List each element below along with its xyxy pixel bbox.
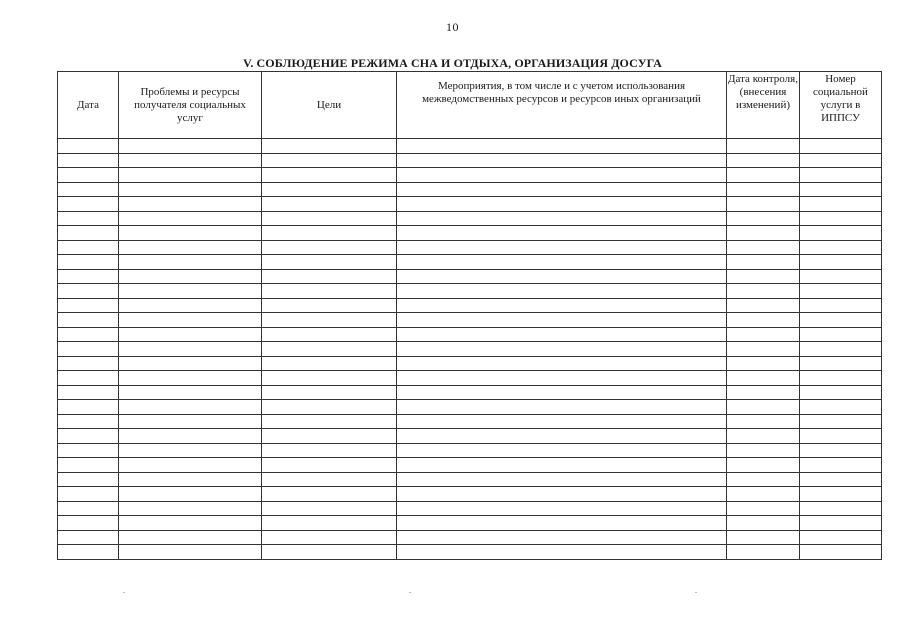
table-row — [58, 313, 882, 328]
table-cell — [58, 429, 119, 444]
table-row — [58, 284, 882, 299]
table-row — [58, 182, 882, 197]
table-cell — [58, 342, 119, 357]
table-row — [58, 327, 882, 342]
table-cell — [800, 240, 882, 255]
table-cell — [58, 284, 119, 299]
table-cell — [119, 501, 262, 516]
table-cell — [727, 327, 800, 342]
table-row — [58, 255, 882, 270]
table-cell — [800, 458, 882, 473]
table-row — [58, 385, 882, 400]
table-cell — [800, 385, 882, 400]
table-cell — [727, 226, 800, 241]
table-cell — [397, 501, 727, 516]
table-cell — [58, 153, 119, 168]
table-cell — [262, 472, 397, 487]
table-cell — [119, 385, 262, 400]
table-cell — [58, 443, 119, 458]
table-cell — [119, 182, 262, 197]
table-cell — [397, 211, 727, 226]
table-cell — [119, 487, 262, 502]
table-cell — [800, 472, 882, 487]
table-cell — [800, 371, 882, 386]
table-cell — [397, 182, 727, 197]
table-cell — [800, 400, 882, 415]
table-cell — [397, 516, 727, 531]
plan-table — [57, 71, 882, 560]
table-cell — [58, 240, 119, 255]
table-cell — [800, 211, 882, 226]
table-row — [58, 168, 882, 183]
table-cell — [727, 501, 800, 516]
table-cell — [397, 356, 727, 371]
table-row — [58, 197, 882, 212]
table-cell — [727, 458, 800, 473]
table-cell — [727, 197, 800, 212]
table-row — [58, 342, 882, 357]
table-cell — [119, 197, 262, 212]
column-header-service-number: Номер социальной услуги в ИППСУ — [800, 72, 882, 139]
table-cell — [119, 516, 262, 531]
table-cell — [119, 443, 262, 458]
table-cell — [58, 501, 119, 516]
table-cell — [58, 211, 119, 226]
table-cell — [727, 400, 800, 415]
table-cell — [397, 284, 727, 299]
table-cell — [397, 400, 727, 415]
table-cell — [800, 255, 882, 270]
table-row — [58, 443, 882, 458]
table-cell — [800, 284, 882, 299]
table-cell — [58, 356, 119, 371]
table-cell — [58, 327, 119, 342]
table-cell — [119, 429, 262, 444]
table-cell — [119, 284, 262, 299]
table-cell — [800, 356, 882, 371]
table-cell — [397, 168, 727, 183]
table-cell — [119, 545, 262, 560]
table-cell — [727, 240, 800, 255]
table-cell — [727, 385, 800, 400]
table-cell — [800, 197, 882, 212]
table-cell — [119, 139, 262, 154]
table-cell — [119, 298, 262, 313]
table-cell — [800, 327, 882, 342]
table-cell — [800, 414, 882, 429]
table-row — [58, 458, 882, 473]
table-cell — [58, 371, 119, 386]
table-cell — [727, 472, 800, 487]
table-cell — [119, 226, 262, 241]
table-row — [58, 298, 882, 313]
table-row — [58, 400, 882, 415]
table-cell — [397, 443, 727, 458]
table-cell — [727, 545, 800, 560]
table-cell — [119, 371, 262, 386]
table-cell — [262, 458, 397, 473]
table-cell — [727, 298, 800, 313]
table-cell — [800, 298, 882, 313]
table-cell — [397, 472, 727, 487]
table-cell — [262, 255, 397, 270]
table-cell — [58, 255, 119, 270]
table-cell — [58, 182, 119, 197]
table-cell — [800, 501, 882, 516]
table-cell — [800, 545, 882, 560]
table-cell — [397, 153, 727, 168]
table-row — [58, 414, 882, 429]
table-cell — [397, 385, 727, 400]
table-cell — [119, 313, 262, 328]
table-cell — [727, 211, 800, 226]
table-header-row — [58, 72, 882, 139]
table-cell — [58, 313, 119, 328]
table-cell — [727, 487, 800, 502]
table-cell — [262, 530, 397, 545]
table-cell — [262, 443, 397, 458]
table-cell — [119, 530, 262, 545]
table-cell — [262, 356, 397, 371]
table-cell — [397, 269, 727, 284]
table-cell — [262, 327, 397, 342]
table-cell — [727, 530, 800, 545]
page-number: 10 — [446, 20, 459, 34]
table-cell — [119, 342, 262, 357]
table-cell — [727, 284, 800, 299]
table-cell — [58, 458, 119, 473]
table-cell — [58, 530, 119, 545]
table-cell — [397, 414, 727, 429]
section-title: V. СОБЛЮДЕНИЕ РЕЖИМА СНА И ОТДЫХА, ОРГАНИЗАЦИЯ ДОСУГА — [243, 56, 662, 70]
table-cell — [262, 313, 397, 328]
table-cell — [727, 182, 800, 197]
table-cell — [119, 414, 262, 429]
table-cell — [262, 501, 397, 516]
table-cell — [800, 443, 882, 458]
table-cell — [727, 139, 800, 154]
table-cell — [119, 255, 262, 270]
table-cell — [800, 516, 882, 531]
table-cell — [800, 313, 882, 328]
column-header-control-date: Дата контроля, (внесения изменений) — [727, 72, 800, 139]
column-header-problems: Проблемы и ресурсы получателя социальных услуг — [119, 72, 262, 139]
table-cell — [58, 226, 119, 241]
table-cell — [262, 269, 397, 284]
table-cell — [58, 400, 119, 415]
table-cell — [800, 487, 882, 502]
table-cell — [119, 211, 262, 226]
table-cell — [58, 168, 119, 183]
table-cell — [262, 487, 397, 502]
column-header-goals: Цели — [262, 72, 397, 139]
table-cell — [262, 197, 397, 212]
table-cell — [119, 153, 262, 168]
table-cell — [262, 429, 397, 444]
table-cell — [727, 356, 800, 371]
table-cell — [727, 371, 800, 386]
table-cell — [119, 400, 262, 415]
table-cell — [727, 269, 800, 284]
table-cell — [727, 168, 800, 183]
table-row — [58, 153, 882, 168]
table-cell — [397, 327, 727, 342]
table-cell — [262, 182, 397, 197]
table-row — [58, 240, 882, 255]
table-cell — [262, 240, 397, 255]
table-cell — [119, 240, 262, 255]
table-row — [58, 211, 882, 226]
table-cell — [397, 298, 727, 313]
table-row — [58, 139, 882, 154]
table-cell — [119, 356, 262, 371]
table-cell — [119, 458, 262, 473]
table-row — [58, 356, 882, 371]
table-cell — [397, 429, 727, 444]
table-cell — [800, 226, 882, 241]
table-cell — [58, 487, 119, 502]
table-row — [58, 487, 882, 502]
table-row — [58, 226, 882, 241]
table-cell — [119, 269, 262, 284]
table-cell — [262, 298, 397, 313]
table-cell — [58, 472, 119, 487]
table-cell — [262, 226, 397, 241]
table-cell — [727, 516, 800, 531]
table-cell — [727, 414, 800, 429]
table-cell — [727, 342, 800, 357]
table-row — [58, 371, 882, 386]
table-cell — [397, 487, 727, 502]
table-cell — [58, 197, 119, 212]
table-cell — [397, 458, 727, 473]
table-cell — [800, 342, 882, 357]
table-cell — [800, 269, 882, 284]
table-cell — [119, 327, 262, 342]
table-cell — [58, 414, 119, 429]
table-cell — [58, 139, 119, 154]
table-row — [58, 472, 882, 487]
table-cell — [58, 516, 119, 531]
table-cell — [397, 371, 727, 386]
table-cell — [58, 269, 119, 284]
table-cell — [58, 545, 119, 560]
table-cell — [727, 313, 800, 328]
table-cell — [727, 429, 800, 444]
table-cell — [727, 153, 800, 168]
table-cell — [397, 530, 727, 545]
table-cell — [262, 168, 397, 183]
table-row — [58, 516, 882, 531]
table-cell — [800, 429, 882, 444]
table-cell — [727, 255, 800, 270]
table-cell — [397, 313, 727, 328]
table-row — [58, 269, 882, 284]
table-cell — [262, 284, 397, 299]
table-cell — [119, 472, 262, 487]
table-cell — [262, 211, 397, 226]
table-cell — [262, 153, 397, 168]
table-cell — [800, 139, 882, 154]
table-cell — [397, 226, 727, 241]
table-cell — [800, 168, 882, 183]
table-row — [58, 530, 882, 545]
table-row — [58, 545, 882, 560]
table-cell — [262, 371, 397, 386]
table-body — [58, 139, 882, 560]
column-header-measures: Мероприятия, в том числе и с учетом использования межведомственных ресурсов и ресурсов иных организаций — [397, 72, 727, 139]
table-cell — [800, 153, 882, 168]
table-cell — [262, 385, 397, 400]
table-cell — [58, 385, 119, 400]
table-cell — [262, 342, 397, 357]
table-cell — [397, 342, 727, 357]
table-cell — [397, 240, 727, 255]
table-cell — [262, 414, 397, 429]
table-cell — [727, 443, 800, 458]
table-cell — [397, 139, 727, 154]
table-row — [58, 429, 882, 444]
table-cell — [262, 400, 397, 415]
table-cell — [262, 545, 397, 560]
table-cell — [262, 516, 397, 531]
column-header-date: Дата — [58, 72, 119, 139]
table-cell — [397, 545, 727, 560]
table-cell — [800, 182, 882, 197]
table-cell — [119, 168, 262, 183]
table-cell — [58, 298, 119, 313]
table-row — [58, 501, 882, 516]
table-cell — [800, 530, 882, 545]
table-cell — [262, 139, 397, 154]
table-cell — [397, 197, 727, 212]
table-cell — [397, 255, 727, 270]
